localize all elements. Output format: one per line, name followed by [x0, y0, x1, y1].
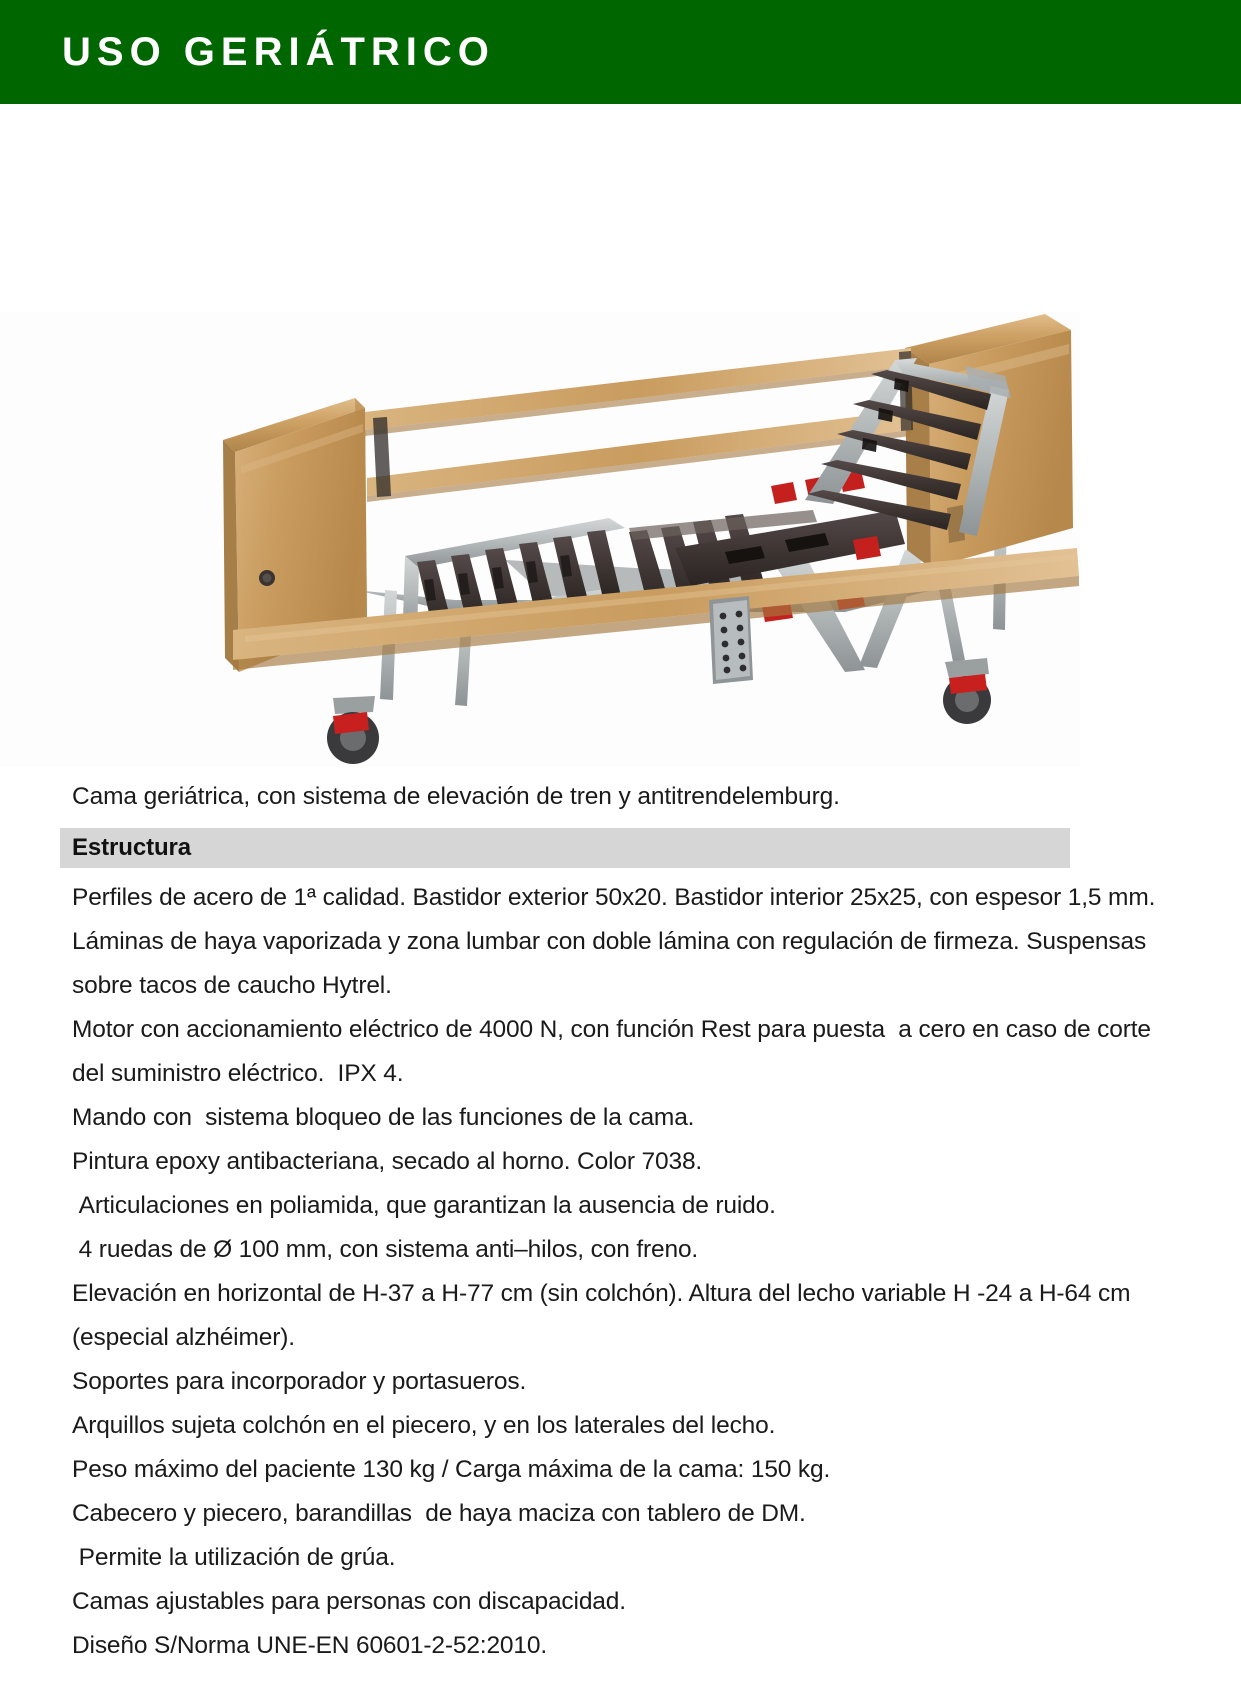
spec-item: Cabecero y piecero, barandillas de haya maciza con tablero de DM.	[72, 1500, 806, 1527]
hand-control-pendant	[709, 596, 753, 684]
spec-item: Láminas de haya vaporizada y zona lumbar con doble lámina con regulación de firmeza. Suspensas sobre tacos de caucho Hytrel.	[72, 928, 1153, 999]
spec-item: Perfiles de acero de 1ª calidad. Bastidor exterior 50x20. Bastidor interior 25x25, con espesor 1,5 mm.	[72, 884, 1156, 911]
page-title: USO GERIÁTRICO	[62, 29, 495, 74]
geriatric-bed-image	[205, 300, 1085, 770]
intro-paragraph: Cama geriátrica, con sistema de elevación de tren y antitrendelemburg.	[72, 783, 840, 810]
document-content	[0, 780, 1241, 1668]
caster-wheel-rear	[943, 658, 991, 724]
spec-item: Peso máximo del paciente 130 kg / Carga máxima de la cama: 150 kg.	[72, 1456, 831, 1483]
section-heading-label: Estructura	[72, 834, 192, 861]
spec-item: Camas ajustables para personas con discapacidad.	[72, 1588, 626, 1615]
spec-item: Arquillos sujeta colchón en el piecero, y en los laterales del lecho.	[72, 1412, 776, 1439]
page-header-banner	[0, 0, 1241, 104]
spec-item: Elevación en horizontal de H-37 a H-77 cm (sin colchón). Altura del lecho variable H -24 a H-64 cm (especial alzhéimer).	[72, 1280, 1138, 1351]
caster-wheel-front	[327, 696, 379, 764]
spec-item: Articulaciones en poliamida, que garantizan la ausencia de ruido.	[72, 1192, 776, 1219]
specification-list	[0, 876, 1241, 1668]
spec-item: Pintura epoxy antibacteriana, secado al horno. Color 7038.	[72, 1148, 703, 1175]
spec-item: Motor con accionamiento eléctrico de 4000 N, con función Rest para puesta a cero en caso de corte del suministro eléctrico. IPX 4.	[72, 1016, 1158, 1087]
spec-item: Diseño S/Norma UNE-EN 60601-2-52:2010.	[72, 1632, 548, 1659]
backrest-slats	[805, 358, 1011, 536]
spec-item: Mando con sistema bloqueo de las funciones de la cama.	[72, 1104, 695, 1131]
section-heading-estructura	[60, 828, 1070, 868]
spec-item: Soportes para incorporador y portasueros.	[72, 1368, 527, 1395]
product-figure	[0, 300, 1241, 770]
spec-item: Permite la utilización de grúa.	[72, 1544, 396, 1571]
spec-item: 4 ruedas de Ø 100 mm, con sistema anti–hilos, con freno.	[72, 1236, 699, 1263]
